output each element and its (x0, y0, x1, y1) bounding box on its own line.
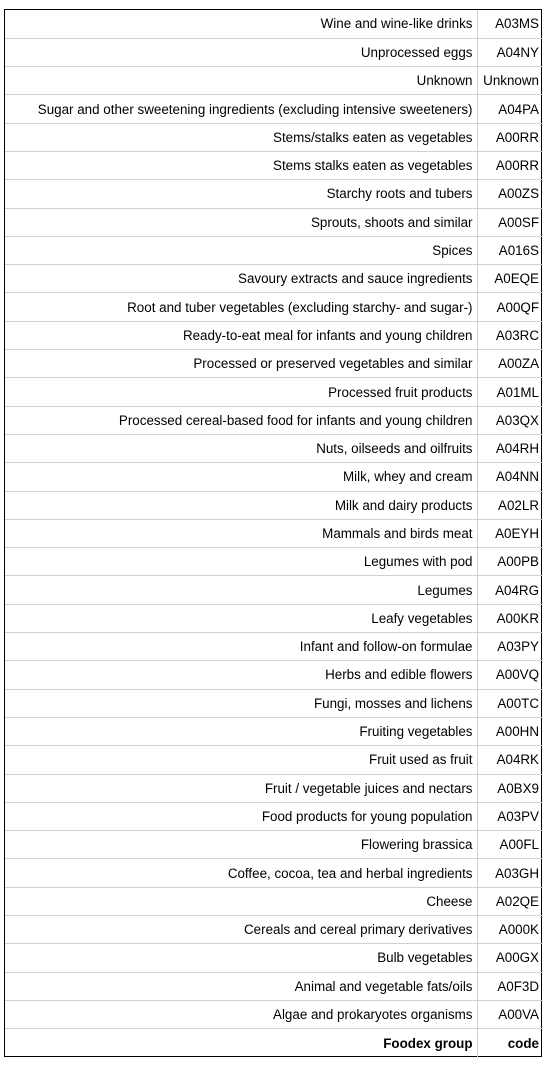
code-cell: A03GH (477, 859, 543, 887)
code-cell: A00HN (477, 717, 543, 745)
code-cell: A03QX (477, 406, 543, 434)
foodex-group-cell: Algae and prokaryotes organisms (5, 1000, 477, 1028)
table-row (5, 491, 543, 519)
code-cell: A01ML (477, 378, 543, 406)
foodex-group-cell: Processed cereal-based food for infants and young children (5, 406, 477, 434)
foodex-group-cell: Food products for young population (5, 802, 477, 830)
foodex-group-cell: Sprouts, shoots and similar (5, 208, 477, 236)
code-cell: A03RC (477, 321, 543, 349)
code-cell: A03PY (477, 633, 543, 661)
code-cell: Unknown (477, 67, 543, 95)
code-cell: A000K (477, 916, 543, 944)
table-row (5, 67, 543, 95)
foodex-group-cell: Unprocessed eggs (5, 38, 477, 66)
foodex-group-cell: Milk and dairy products (5, 491, 477, 519)
table-row (5, 689, 543, 717)
table-row (5, 916, 543, 944)
table-row (5, 293, 543, 321)
foodex-group-cell: Mammals and birds meat (5, 519, 477, 547)
code-cell: A00PB (477, 548, 543, 576)
code-cell: A0EQE (477, 265, 543, 293)
table-row (5, 774, 543, 802)
code-cell: A016S (477, 236, 543, 264)
table-row (5, 208, 543, 236)
table-row (5, 38, 543, 66)
table-row (5, 180, 543, 208)
header-foodex-group: Foodex group (5, 1029, 477, 1057)
table-row (5, 548, 543, 576)
code-cell: A03PV (477, 802, 543, 830)
table-row (5, 576, 543, 604)
foodex-group-cell: Stems stalks eaten as vegetables (5, 151, 477, 179)
table-row (5, 746, 543, 774)
table-row (5, 519, 543, 547)
table-row (5, 633, 543, 661)
table-row (5, 123, 543, 151)
code-cell: A0EYH (477, 519, 543, 547)
code-cell: A04NY (477, 38, 543, 66)
table-row (5, 10, 543, 38)
foodex-group-cell: Wine and wine-like drinks (5, 10, 477, 38)
foodex-table (5, 10, 543, 1057)
foodex-group-cell: Fungi, mosses and lichens (5, 689, 477, 717)
foodex-group-cell: Herbs and edible flowers (5, 661, 477, 689)
code-cell: A00ZS (477, 180, 543, 208)
foodex-group-cell: Coffee, cocoa, tea and herbal ingredients (5, 859, 477, 887)
table-row (5, 831, 543, 859)
table-row (5, 604, 543, 632)
foodex-group-cell: Legumes (5, 576, 477, 604)
table-row (5, 406, 543, 434)
table-row (5, 151, 543, 179)
code-cell: A00FL (477, 831, 543, 859)
table-header-row (5, 1029, 543, 1057)
foodex-group-cell: Infant and follow-on formulae (5, 633, 477, 661)
table-row (5, 717, 543, 745)
foodex-group-cell: Bulb vegetables (5, 944, 477, 972)
table-row (5, 859, 543, 887)
code-cell: A04RK (477, 746, 543, 774)
code-cell: A00VA (477, 1000, 543, 1028)
code-cell: A00SF (477, 208, 543, 236)
foodex-group-cell: Legumes with pod (5, 548, 477, 576)
header-code: code (477, 1029, 543, 1057)
code-cell: A00GX (477, 944, 543, 972)
code-cell: A00QF (477, 293, 543, 321)
table-row (5, 95, 543, 123)
code-cell: A00TC (477, 689, 543, 717)
table-row (5, 265, 543, 293)
foodex-group-cell: Nuts, oilseeds and oilfruits (5, 434, 477, 462)
foodex-group-cell: Flowering brassica (5, 831, 477, 859)
table-row (5, 378, 543, 406)
foodex-group-cell: Leafy vegetables (5, 604, 477, 632)
foodex-group-cell: Starchy roots and tubers (5, 180, 477, 208)
code-cell: A00RR (477, 151, 543, 179)
foodex-group-cell: Stems/stalks eaten as vegetables (5, 123, 477, 151)
code-cell: A00ZA (477, 350, 543, 378)
code-cell: A00RR (477, 123, 543, 151)
table-row (5, 972, 543, 1000)
foodex-group-cell: Sugar and other sweetening ingredients (excluding intensive sweeteners) (5, 95, 477, 123)
foodex-group-cell: Processed or preserved vegetables and similar (5, 350, 477, 378)
foodex-group-cell: Animal and vegetable fats/oils (5, 972, 477, 1000)
code-cell: A02LR (477, 491, 543, 519)
foodex-group-cell: Spices (5, 236, 477, 264)
code-cell: A04PA (477, 95, 543, 123)
table-row (5, 802, 543, 830)
code-cell: A02QE (477, 887, 543, 915)
code-cell: A04RG (477, 576, 543, 604)
table-row (5, 236, 543, 264)
table-row (5, 463, 543, 491)
table-row (5, 434, 543, 462)
foodex-group-cell: Ready-to-eat meal for infants and young children (5, 321, 477, 349)
foodex-group-cell: Milk, whey and cream (5, 463, 477, 491)
table-row (5, 1000, 543, 1028)
foodex-group-cell: Unknown (5, 67, 477, 95)
table-row (5, 350, 543, 378)
foodex-group-cell: Processed fruit products (5, 378, 477, 406)
code-cell: A04NN (477, 463, 543, 491)
foodex-group-cell: Root and tuber vegetables (excluding starchy- and sugar-) (5, 293, 477, 321)
foodex-group-cell: Fruit used as fruit (5, 746, 477, 774)
code-cell: A00KR (477, 604, 543, 632)
table-row (5, 944, 543, 972)
table-row (5, 661, 543, 689)
foodex-group-cell: Fruit / vegetable juices and nectars (5, 774, 477, 802)
foodex-group-cell: Savoury extracts and sauce ingredients (5, 265, 477, 293)
table-body (5, 10, 543, 1029)
foodex-table-frame (4, 9, 542, 1057)
code-cell: A0BX9 (477, 774, 543, 802)
code-cell: A00VQ (477, 661, 543, 689)
foodex-group-cell: Cheese (5, 887, 477, 915)
foodex-group-cell: Cereals and cereal primary derivatives (5, 916, 477, 944)
table-row (5, 321, 543, 349)
foodex-group-cell: Fruiting vegetables (5, 717, 477, 745)
code-cell: A0F3D (477, 972, 543, 1000)
table-row (5, 887, 543, 915)
code-cell: A03MS (477, 10, 543, 38)
code-cell: A04RH (477, 434, 543, 462)
